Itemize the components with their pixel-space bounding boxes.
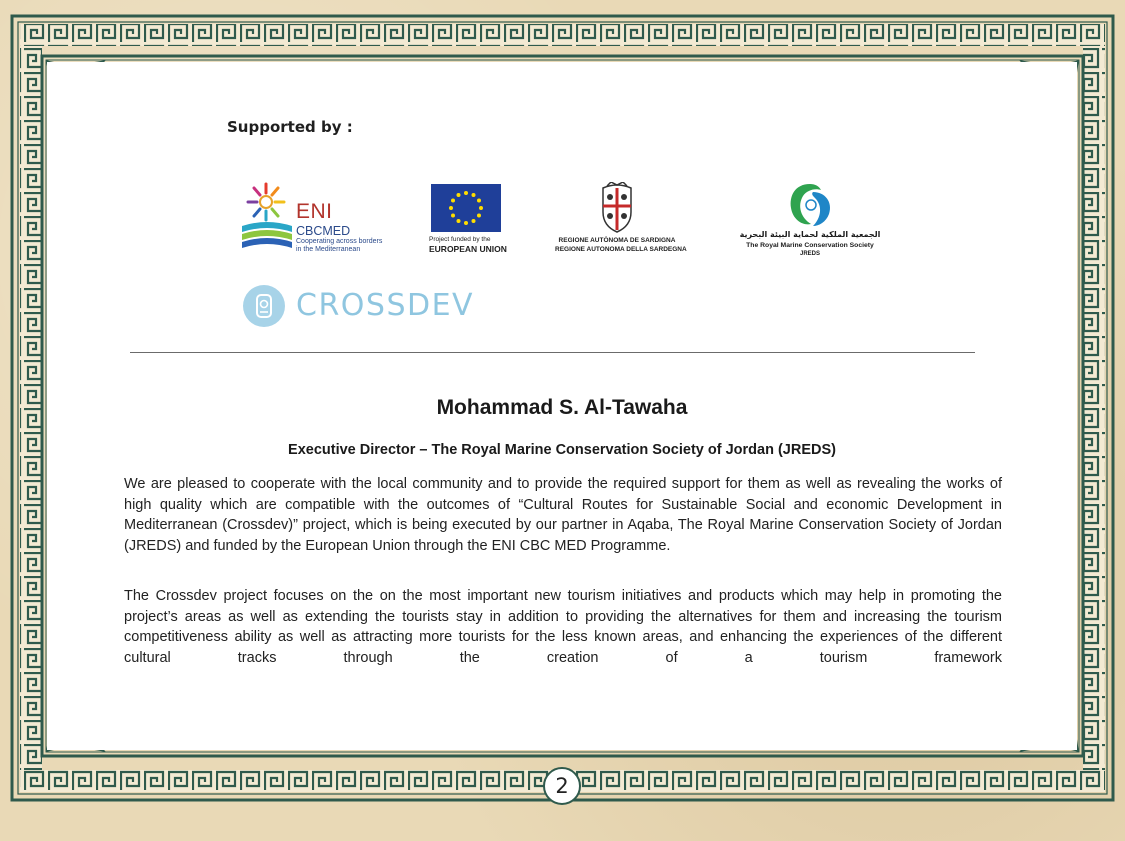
eu-star — [451, 214, 455, 218]
crossdev-emblem-icon — [242, 284, 286, 328]
eu-star — [479, 206, 483, 210]
eu-star — [449, 206, 453, 210]
divider-line — [130, 352, 975, 353]
person-name: Mohammad S. Al-Tawaha — [436, 396, 688, 419]
eni-tagline: Cooperating across borders in the Mediterranean — [296, 238, 383, 253]
eu-star — [477, 199, 481, 203]
eu-logo — [427, 182, 507, 258]
jreds-dolphin-icon — [785, 180, 835, 228]
supported-by-label: Supported by : — [227, 118, 353, 136]
eu-star — [457, 193, 461, 197]
eu-star — [464, 221, 468, 225]
page-number: 2 — [543, 767, 581, 805]
greek-key-border — [20, 24, 1105, 46]
sardinia-line-2: REGIONE AUTONOMA DELLA SARDEGNA — [555, 246, 687, 253]
eni-cbcmed-logo — [242, 180, 392, 255]
eni-name: ENI — [296, 200, 333, 223]
eu-star — [472, 193, 476, 197]
jreds-abbreviation: JREDS — [799, 251, 820, 257]
jreds-english-name: The Royal Marine Conservation Society — [746, 242, 874, 249]
eni-subtitle: CBCMED — [296, 224, 351, 238]
jreds-arabic-name: الجمعية الملكية لحماية البيئة البحرية — [739, 230, 881, 239]
crossdev-name: CROSSDEV — [296, 288, 475, 323]
paragraph-2: The Crossdev project focuses on the on the most important new tourism initiatives and products which may help in promoting the project’s areas as well as extending the tourists stay in addition to providing the alternatives for them and increasing the tourism competitiveness ability as well as attracting more tourists for the less known areas, and enhancing the experiences of the different cultural tracks through the creation of a tourism framework — [124, 588, 1002, 666]
paragraph-1: We are pleased to cooperate with the local community and to provide the required support for them as well as revealing the works of high quality which are compatible with the outcomes of “Cultural Routes for Sustainable Social and economic Development in Mediterranean (Crossdev)” project, which is being executed by our partner in Aqaba, The Royal Marine Conservation Society of Jordan (JREDS) and funded by the European Union through the ENI CBC MED Programme. — [124, 476, 1002, 554]
eu-star — [472, 219, 476, 223]
eu-name-text: EUROPEAN UNION — [429, 244, 507, 254]
eu-star — [451, 199, 455, 203]
person-title: Executive Director – The Royal Marine Conservation Society of Jordan (JREDS) — [288, 442, 836, 458]
eu-flag-icon — [431, 184, 501, 232]
eu-star — [457, 219, 461, 223]
eu-star — [464, 191, 468, 195]
sardinia-logo — [555, 182, 687, 258]
eu-star — [477, 214, 481, 218]
sardinia-line-1: REGIONE AUTÒNOMA DE SARDIGNA — [558, 237, 676, 244]
eu-funded-text: Project funded by the — [429, 236, 491, 243]
page-content — [47, 62, 1077, 750]
crossdev-logo — [242, 284, 475, 328]
sardinia-emblem-icon — [597, 182, 637, 234]
eni-sun-icon — [242, 180, 292, 255]
jreds-logo — [737, 180, 883, 260]
